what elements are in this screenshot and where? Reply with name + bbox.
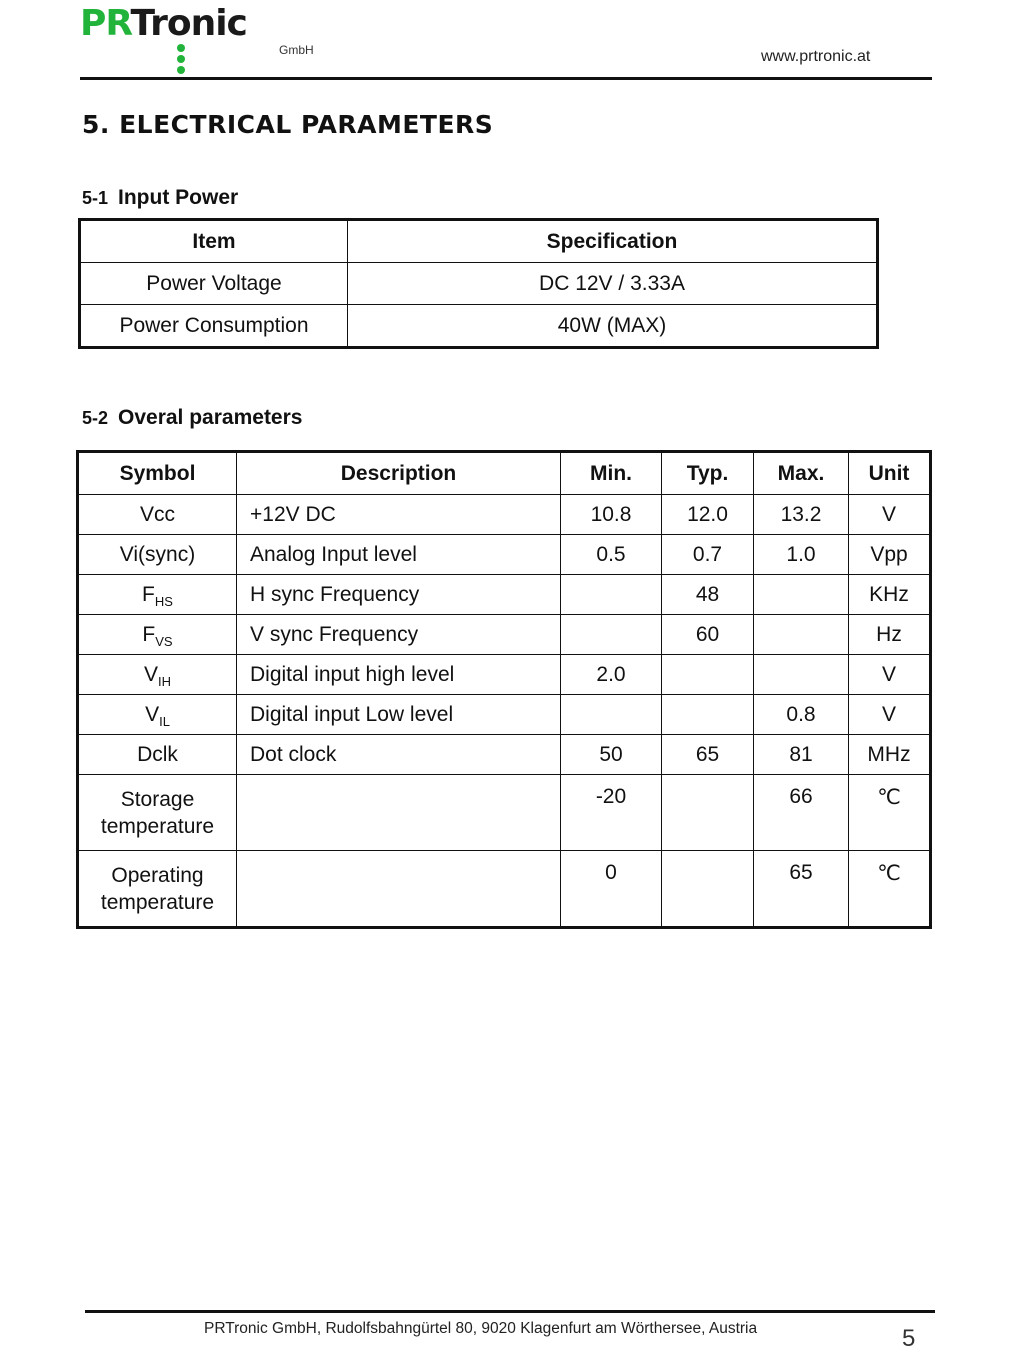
table-cell: Power Consumption [80, 305, 348, 348]
description-cell: +12V DC [237, 495, 561, 535]
unit-cell: ℃ [849, 851, 931, 928]
symbol-cell [78, 775, 237, 851]
column-header: Typ. [662, 452, 754, 495]
column-header: Min. [561, 452, 662, 495]
typ-cell: 0.7 [662, 535, 754, 575]
symbol-cell [78, 495, 237, 535]
description-cell: Digital input high level [237, 655, 561, 695]
description-cell [237, 851, 561, 928]
symbol-text: Operating [111, 863, 204, 887]
unit-cell: KHz [849, 575, 931, 615]
section-number: 5-1 [82, 188, 109, 208]
typ-cell [662, 695, 754, 735]
table-row [80, 305, 878, 348]
table-row [78, 655, 931, 695]
section-heading-overal-parameters [82, 406, 302, 430]
column-header: Symbol [78, 452, 237, 495]
max-cell [754, 575, 849, 615]
unit-cell: V [849, 695, 931, 735]
max-cell: 0.8 [754, 695, 849, 735]
overal-parameters-table [76, 450, 932, 929]
logo-tronic: Tronic [130, 3, 247, 44]
logo-wordmark [80, 4, 247, 44]
table-cell: Power Voltage [80, 263, 348, 305]
table-cell: 40W (MAX) [348, 305, 878, 348]
table-header-row [78, 452, 931, 495]
column-header: Description [237, 452, 561, 495]
symbol-cell [78, 695, 237, 735]
unit-cell: V [849, 655, 931, 695]
unit-cell: V [849, 495, 931, 535]
max-cell: 81 [754, 735, 849, 775]
symbol-cell [78, 851, 237, 928]
table-row [78, 575, 931, 615]
table-cell: DC 12V / 3.33A [348, 263, 878, 305]
logo-dots-icon [177, 44, 185, 77]
unit-cell: Vpp [849, 535, 931, 575]
typ-cell [662, 775, 754, 851]
footer-divider [85, 1310, 935, 1313]
section-title: Input Power [118, 186, 239, 209]
max-cell: 1.0 [754, 535, 849, 575]
symbol-cell [78, 535, 237, 575]
unit-cell: ℃ [849, 775, 931, 851]
symbol-subscript: IH [158, 673, 171, 689]
company-logo [80, 4, 340, 76]
description-cell: Analog Input level [237, 535, 561, 575]
symbol-text: V [143, 662, 158, 686]
description-cell: Digital input Low level [237, 695, 561, 735]
unit-cell: MHz [849, 735, 931, 775]
table-row [78, 695, 931, 735]
typ-cell: 60 [662, 615, 754, 655]
max-cell: 65 [754, 851, 849, 928]
page-number: 5 [902, 1325, 916, 1352]
table-row [80, 263, 878, 305]
unit-cell: Hz [849, 615, 931, 655]
max-cell: 66 [754, 775, 849, 851]
table-row [78, 615, 931, 655]
description-cell: V sync Frequency [237, 615, 561, 655]
column-header: Unit [849, 452, 931, 495]
symbol-text: Vi(sync) [119, 542, 196, 566]
min-cell [561, 575, 662, 615]
table-row [78, 851, 931, 928]
symbol-text-line2: temperature [100, 814, 215, 838]
footer-address: PRTronic GmbH, Rudolfsbahngürtel 80, 9020 Klagenfurt am Wörthersee, Austria [204, 1320, 758, 1337]
min-cell: 50 [561, 735, 662, 775]
typ-cell [662, 851, 754, 928]
description-cell: Dot clock [237, 735, 561, 775]
symbol-subscript: HS [154, 593, 173, 609]
description-cell [237, 775, 561, 851]
symbol-cell [78, 615, 237, 655]
logo-pr: PR [80, 3, 131, 44]
typ-cell: 48 [662, 575, 754, 615]
column-header: Max. [754, 452, 849, 495]
website-url: www.prtronic.at [761, 48, 871, 65]
table-row [78, 495, 931, 535]
symbol-text: F [142, 622, 156, 646]
column-header: Specification [348, 220, 878, 263]
page-title: 5. ELECTRICAL PARAMETERS [82, 110, 494, 139]
logo-gmbh: GmbH [279, 43, 314, 57]
symbol-text: Storage [120, 787, 195, 811]
table-row [78, 775, 931, 851]
table-row [78, 535, 931, 575]
max-cell: 13.2 [754, 495, 849, 535]
symbol-text: Vcc [139, 502, 175, 526]
symbol-text: F [142, 582, 155, 606]
min-cell: 2.0 [561, 655, 662, 695]
min-cell: 0 [561, 851, 662, 928]
symbol-text: V [145, 702, 160, 726]
column-header: Item [80, 220, 348, 263]
header-divider [80, 77, 932, 80]
typ-cell: 12.0 [662, 495, 754, 535]
section-title: Overal parameters [118, 406, 303, 429]
symbol-subscript: IL [159, 713, 170, 729]
symbol-cell [78, 655, 237, 695]
symbol-text: Dclk [137, 742, 178, 766]
min-cell [561, 695, 662, 735]
max-cell [754, 655, 849, 695]
description-cell: H sync Frequency [237, 575, 561, 615]
max-cell [754, 615, 849, 655]
min-cell [561, 615, 662, 655]
min-cell: 10.8 [561, 495, 662, 535]
min-cell: 0.5 [561, 535, 662, 575]
typ-cell: 65 [662, 735, 754, 775]
typ-cell [662, 655, 754, 695]
symbol-subscript: VS [155, 633, 173, 649]
min-cell: -20 [561, 775, 662, 851]
section-heading-input-power [82, 186, 238, 210]
input-power-table [78, 218, 879, 349]
section-number: 5-2 [82, 408, 109, 428]
symbol-cell [78, 575, 237, 615]
table-row [78, 735, 931, 775]
table-header-row [80, 220, 878, 263]
symbol-text-line2: temperature [100, 890, 215, 914]
symbol-cell [78, 735, 237, 775]
